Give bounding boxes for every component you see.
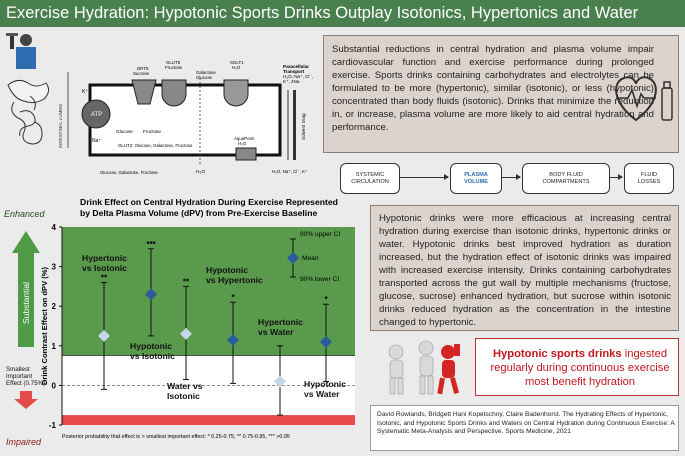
- conclusion-rest: ingested regularly during continuous exercise most benefit hydration: [490, 348, 670, 389]
- y-tick-label: -1: [48, 421, 56, 430]
- significance-stars: **: [182, 277, 190, 287]
- comparison-label: Hypotonic vs Hypertonic: [206, 265, 263, 285]
- flow-arrow: [610, 177, 622, 178]
- flow-arrow: [400, 177, 448, 178]
- drt5-label: DRT5 Sucrose: [133, 66, 150, 76]
- substantial-label: Substantial: [21, 281, 31, 325]
- digestive-system-icon: [8, 80, 49, 144]
- gut-absorption-diagram: [0, 30, 322, 190]
- comparison-label: Hypertonic vs Water: [258, 317, 303, 337]
- glucose-label: Glucose: [116, 129, 133, 134]
- aquaporin-label: AquaPorin H₂O: [234, 136, 255, 146]
- comparison-label: Hypotonic vs Isotonic: [130, 341, 175, 361]
- flow-body-fluid-compartments: BODY FLUID COMPARTMENTS: [522, 163, 610, 194]
- galactose-label: Galactose Glucose: [196, 70, 216, 80]
- comparison-label: Hypertonic vs Isotonic: [82, 253, 127, 273]
- flow-systemic-circulation: SYSTEMIC CIRCULATION: [340, 163, 400, 194]
- impaired-zone: [62, 415, 355, 425]
- legend-upper-ci: 90% upper CI: [300, 231, 341, 238]
- results-text: Hypotonic drinks were more efficacious at increasing central hydration during exercise than isotonic drinks, hypertonic drinks or water. Hypotonic drinks best improved hydration as duration increased, but the hydration effect of isotonic drinks was impaired with increased exercise intensity. Drinks containing carbohydrates transported across the gut wall by multiple mechanisms (fructose, glucose, sucrose) enhanced hydration, but sucrose within isotonic drinks reduced hydration as the concentration in the intestine changed to hypertonic.: [379, 213, 671, 329]
- intro-text: Substantial reductions in central hydration and plasma volume impair cardiovascular function and exercise performance during prolonged exercise. Sports drinks containing carbohydrates and electrolytes can be formulated to be more (hypertonic), similar (isotonic), or less (hypotonic) concentrated than body fluids (isotonic). Drinks that minimize the reduction in, or increase, plasma volume are more likely to aid central hydration and performance.: [332, 44, 654, 134]
- glut5-transporter-icon: [162, 80, 186, 106]
- flow-fluid-losses: FLUID LOSSES: [624, 163, 674, 194]
- chart-footnote: Posterior probability that effect is > smallest important effect: * 0.25-0.75, ** 0.75-0.95, *** >0.95: [62, 434, 290, 440]
- comparison-label: Hypotonic vs Water: [304, 379, 347, 399]
- comparison-label: Water vs Isotonic: [167, 381, 203, 401]
- y-tick-label: 2: [51, 302, 56, 312]
- smallest-effect-label: Smallest Important Effect (0.75%): [6, 366, 46, 387]
- citation-text: David Rowlands, Bridgett Hani Kopetschny, Claire Badenhorst. The Hydrating Effects of Hypertonic, Isotonic, and Hypotonic Sports Drinks and Waters on Central Hydration during Continuous Exercise: A Systematic Meta-Analysis and Perspective. Sports Medicine, 2021: [377, 411, 675, 436]
- fructose-label: Fructose: [143, 129, 161, 134]
- na-ion-label: Na⁺: [92, 138, 102, 144]
- enhanced-arrow-head: [12, 231, 40, 253]
- citation-panel: [370, 405, 679, 451]
- effect-chart: [0, 195, 370, 456]
- h2o-label: H₂O: [196, 170, 206, 175]
- page-title: Exercise Hydration: Hypotonic Sports Drinks Outplay Isotonics, Hypertonics and Water: [6, 4, 639, 22]
- impaired-label: Impaired: [6, 437, 42, 447]
- conclusion-highlight: Hypotonic sports drinks: [492, 348, 622, 360]
- bottom-sugars-label: Glucose, Galactose, Fructose: [100, 170, 158, 175]
- y-tick-label: 1: [51, 341, 56, 351]
- chart-title: Drink Effect on Central Hydration During Exercise Represented: [80, 197, 338, 207]
- y-tick-label: 3: [51, 262, 56, 272]
- legend-lower-ci: 90% lower CI: [300, 276, 340, 283]
- flow-plasma-volume: PLASMA VOLUME: [450, 163, 502, 194]
- y-tick-label: 4: [51, 223, 56, 232]
- ions-label: H₂O, Na⁺, Cl⁻, K⁺: [272, 169, 308, 174]
- paracellular-label: Paracellular Transport H₂O, Na⁺, Cl⁻, K⁺, 2Na: [283, 64, 314, 84]
- significance-stars: ***: [146, 239, 156, 249]
- y-axis-label: Drink Contrast Effect on dPV (%): [40, 266, 49, 386]
- heart-rate-bottle-icon: [610, 70, 676, 126]
- title-bar: [0, 0, 685, 27]
- y-tick-label: 0: [51, 381, 56, 391]
- solvent-drag-label: Solvent Drag: [301, 113, 306, 140]
- legend-mean: Mean: [302, 255, 319, 262]
- enhanced-label: Enhanced: [4, 209, 45, 219]
- glut2-label: GLUT2: Glucose, Galactose, Fructose: [118, 143, 193, 148]
- chart-subtitle: by Delta Plasma Volume (dPV) from Pre-Exercise Baseline: [80, 208, 318, 218]
- significance-stars: *: [324, 295, 328, 305]
- runners-drinking-icon: [378, 338, 470, 402]
- significance-stars: *: [231, 293, 235, 303]
- flow-arrow: [502, 177, 520, 178]
- aquaporin-channel-icon: [236, 148, 256, 160]
- drinking-person-icon: [6, 33, 36, 69]
- results-panel: [370, 205, 679, 331]
- significance-stars: **: [100, 273, 108, 283]
- glut5-label: GLUT5 Fructose: [165, 60, 183, 70]
- k-ion-label: K⁺: [82, 89, 88, 95]
- conclusion-text: [484, 347, 676, 389]
- atp-label: ATP: [91, 112, 103, 118]
- conclusion-panel: [475, 338, 679, 396]
- sglt1-label: SGLT1 H₂O: [230, 60, 244, 70]
- sglt1-transporter-icon: [224, 80, 248, 106]
- intestinal-lumen-label: INTESTINAL LUMEN: [58, 104, 63, 148]
- impaired-arrow: [14, 391, 38, 409]
